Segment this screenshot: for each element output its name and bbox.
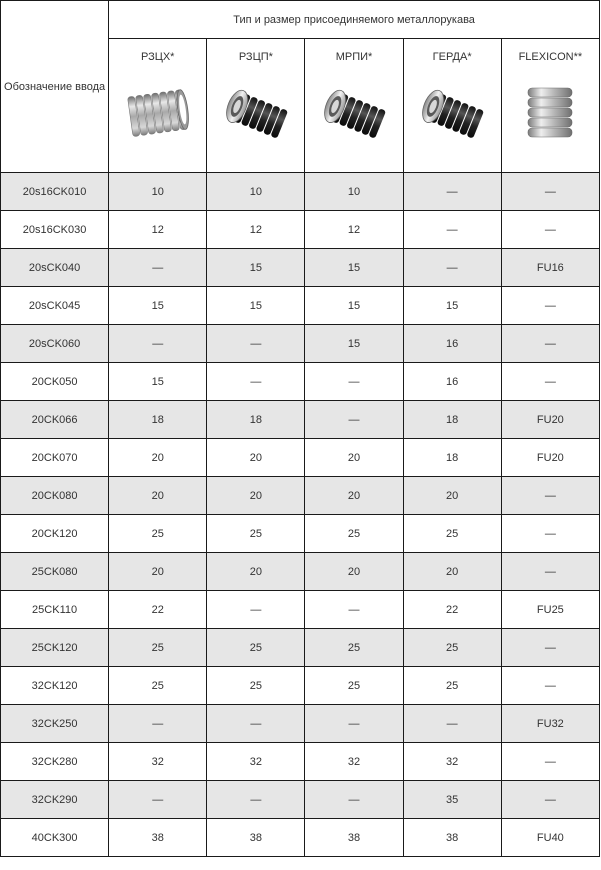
size-cell: 10 (305, 173, 403, 211)
designation-cell: 25CK110 (1, 591, 109, 629)
table-row (1, 439, 600, 477)
hose-type-header (403, 39, 501, 173)
designation-cell: 20s16CK010 (1, 173, 109, 211)
size-cell: 20 (207, 553, 305, 591)
size-cell: 20 (403, 477, 501, 515)
table-row (1, 705, 600, 743)
size-cell: — (305, 781, 403, 819)
designation-cell: 20CK050 (1, 363, 109, 401)
size-cell: 25 (109, 667, 207, 705)
designation-header: Обозначение ввода (1, 1, 109, 173)
size-cell: 25 (403, 629, 501, 667)
size-cell: 20 (305, 553, 403, 591)
hose-type-group-header: Тип и размер присоединяемого металлорукава (109, 1, 600, 39)
designation-cell: 20sCK060 (1, 325, 109, 363)
table-row (1, 363, 600, 401)
size-cell: — (501, 173, 599, 211)
size-cell: 25 (305, 515, 403, 553)
hose-type-label: FLEXICON** (518, 51, 583, 63)
designation-cell: 32CK250 (1, 705, 109, 743)
size-cell: — (305, 705, 403, 743)
size-cell: — (501, 287, 599, 325)
hose-image (420, 85, 484, 141)
size-cell: 15 (305, 287, 403, 325)
designation-cell: 20CK080 (1, 477, 109, 515)
size-cell: — (403, 211, 501, 249)
size-cell: 32 (207, 743, 305, 781)
table-row (1, 667, 600, 705)
size-cell: 38 (305, 819, 403, 857)
size-cell: — (501, 781, 599, 819)
size-cell: — (501, 553, 599, 591)
size-cell: 10 (207, 173, 305, 211)
table-row (1, 287, 600, 325)
size-cell: 38 (403, 819, 501, 857)
size-cell: — (207, 325, 305, 363)
size-cell: 25 (305, 667, 403, 705)
size-cell: FU25 (501, 591, 599, 629)
size-cell: 38 (207, 819, 305, 857)
size-cell: 25 (403, 667, 501, 705)
size-cell: 20 (109, 553, 207, 591)
size-cell: 15 (207, 287, 305, 325)
designation-cell: 32CK280 (1, 743, 109, 781)
size-cell: 12 (109, 211, 207, 249)
size-cell: FU20 (501, 401, 599, 439)
size-cell: 20 (403, 553, 501, 591)
designation-cell: 32CK120 (1, 667, 109, 705)
designation-cell: 20s16CK030 (1, 211, 109, 249)
designation-cell: 20CK066 (1, 401, 109, 439)
table-row (1, 553, 600, 591)
size-cell: 15 (305, 325, 403, 363)
size-cell: 22 (403, 591, 501, 629)
size-cell: 10 (109, 173, 207, 211)
designation-cell: 20sCK040 (1, 249, 109, 287)
size-cell: — (403, 249, 501, 287)
size-cell: 25 (305, 629, 403, 667)
size-cell: — (501, 211, 599, 249)
hose-type-label: ГЕРДА* (432, 51, 472, 63)
hose-type-label: РЗЦП* (238, 51, 273, 63)
size-cell: 18 (403, 439, 501, 477)
size-cell: 18 (403, 401, 501, 439)
size-cell: 15 (109, 287, 207, 325)
size-cell: — (403, 173, 501, 211)
table-row (1, 477, 600, 515)
hose-type-label: РЗЦХ* (140, 51, 175, 63)
size-cell: FU16 (501, 249, 599, 287)
table-row (1, 211, 600, 249)
hose-type-header (207, 39, 305, 173)
size-cell: — (207, 705, 305, 743)
size-cell: — (109, 325, 207, 363)
hose-type-header (109, 39, 207, 173)
size-cell: 25 (207, 629, 305, 667)
table-row (1, 781, 600, 819)
hose-type-header (305, 39, 403, 173)
size-cell: — (501, 477, 599, 515)
size-cell: 25 (109, 629, 207, 667)
steel-flexible-conduit-icon (502, 85, 599, 141)
pvc-coated-hose-icon (207, 85, 304, 141)
pvc-coated-hose-icon (305, 85, 402, 141)
size-cell: — (207, 781, 305, 819)
designation-cell: 32CK290 (1, 781, 109, 819)
size-cell: 16 (403, 363, 501, 401)
size-cell: — (501, 629, 599, 667)
pvc-coated-hose-icon (404, 85, 501, 141)
silver-corrugated-hose-icon (109, 85, 206, 141)
hose-image (322, 85, 386, 141)
size-cell: 32 (305, 743, 403, 781)
size-cell: 15 (109, 363, 207, 401)
designation-cell: 20CK120 (1, 515, 109, 553)
size-cell: 15 (207, 249, 305, 287)
size-cell: — (305, 401, 403, 439)
size-cell: 20 (207, 477, 305, 515)
designation-cell: 20CK070 (1, 439, 109, 477)
size-cell: 25 (403, 515, 501, 553)
size-cell: — (207, 591, 305, 629)
size-cell: — (305, 591, 403, 629)
size-cell: 38 (109, 819, 207, 857)
table-row (1, 819, 600, 857)
hose-image (518, 85, 582, 141)
size-cell: 15 (305, 249, 403, 287)
size-cell: — (501, 515, 599, 553)
designation-cell: 25CK120 (1, 629, 109, 667)
size-cell: 25 (109, 515, 207, 553)
size-cell: — (109, 781, 207, 819)
size-cell: — (109, 705, 207, 743)
size-cell: 32 (109, 743, 207, 781)
designation-cell: 25CK080 (1, 553, 109, 591)
size-cell: 22 (109, 591, 207, 629)
size-cell: 18 (207, 401, 305, 439)
size-cell: 12 (207, 211, 305, 249)
size-cell: 20 (207, 439, 305, 477)
hose-type-label: МРПИ* (335, 51, 373, 63)
size-cell: 20 (305, 477, 403, 515)
table-row (1, 325, 600, 363)
hose-image (126, 85, 190, 141)
size-cell: 32 (403, 743, 501, 781)
size-cell: 18 (109, 401, 207, 439)
size-cell: 12 (305, 211, 403, 249)
size-cell: — (109, 249, 207, 287)
table-row (1, 249, 600, 287)
size-cell: FU20 (501, 439, 599, 477)
designation-cell: 20sCK045 (1, 287, 109, 325)
size-cell: — (501, 743, 599, 781)
table-row (1, 515, 600, 553)
designation-cell: 40CK300 (1, 819, 109, 857)
size-cell: FU40 (501, 819, 599, 857)
size-cell: — (207, 363, 305, 401)
size-cell: 25 (207, 515, 305, 553)
size-cell: — (403, 705, 501, 743)
size-cell: — (305, 363, 403, 401)
table-row (1, 591, 600, 629)
size-cell: 16 (403, 325, 501, 363)
hose-type-header (501, 39, 599, 173)
size-cell: — (501, 667, 599, 705)
size-cell: 20 (109, 477, 207, 515)
size-cell: 20 (305, 439, 403, 477)
hose-image (224, 85, 288, 141)
table-row (1, 173, 600, 211)
table-row (1, 629, 600, 667)
size-cell: 15 (403, 287, 501, 325)
size-cell: FU32 (501, 705, 599, 743)
table-row (1, 401, 600, 439)
size-cell: — (501, 363, 599, 401)
table-row (1, 743, 600, 781)
size-cell: — (501, 325, 599, 363)
size-cell: 25 (207, 667, 305, 705)
size-cell: 35 (403, 781, 501, 819)
size-cell: 20 (109, 439, 207, 477)
